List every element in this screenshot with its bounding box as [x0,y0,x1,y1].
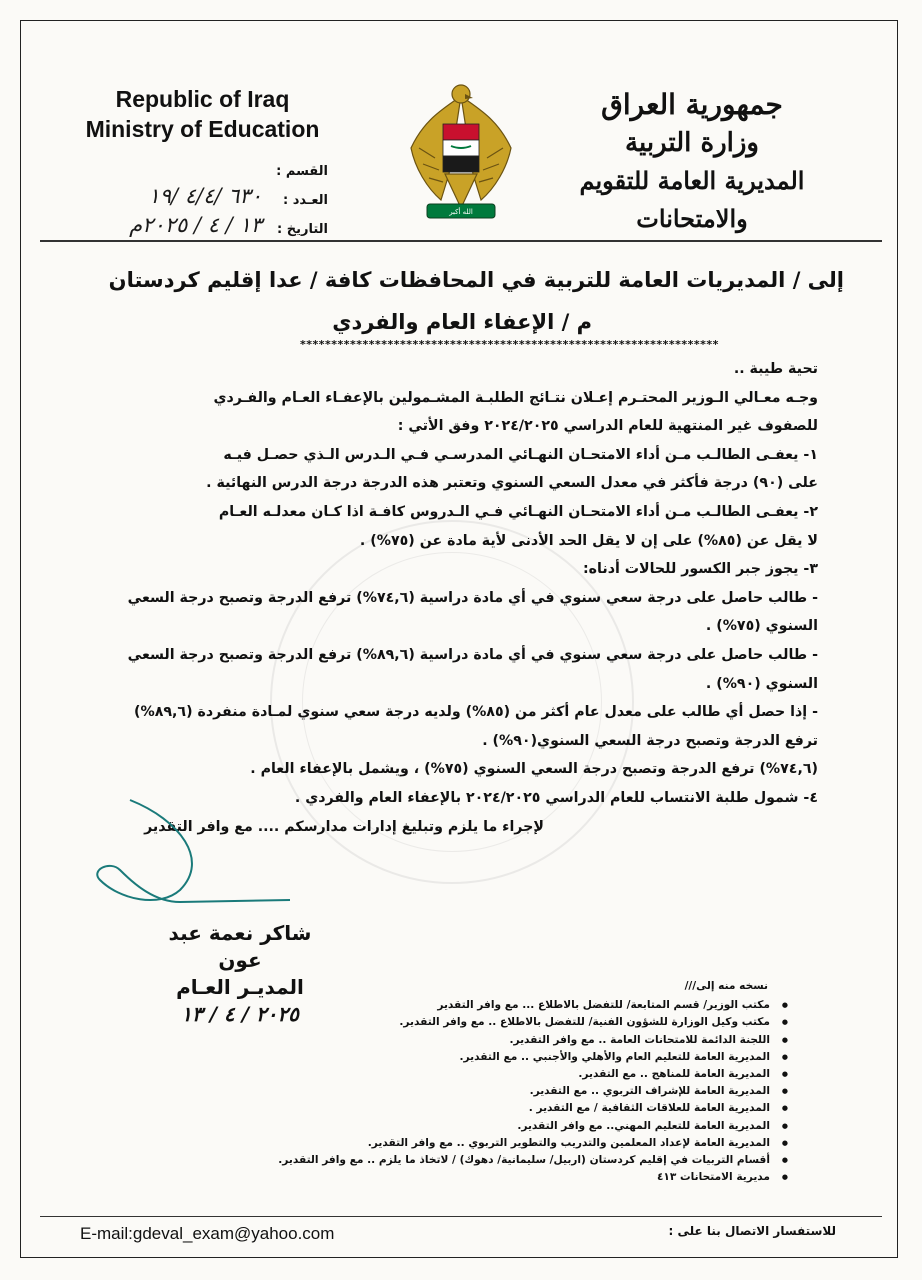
arabic-country: جمهورية العراق [601,88,783,121]
number-row [88,179,328,208]
copy-item: ● اللجنة الدائمة للامتحانات العامة .. مع وافر التقدير. [312,1032,782,1049]
copy-item: ● أقسام التربيات في إقليم كردستان (اربيل/ سليمانية/ دهوك) / لاتخاذ ما يلزم .. مع وافر التقدير. [312,1152,782,1169]
copy-item: ● المديرية العامة للعلاقات الثقافية / مع التقدير . [312,1100,782,1117]
copies-items [278,997,812,1186]
iraq-coat-of-arms-icon [405,78,517,228]
case-2-line-1: - طالب حاصل على درجة سعي سنوي في أي مادة دراسية (٨٩,٦%) ترفع الدرجة وتصبح درجة السعي [127,646,818,663]
arabic-directorate: المديرية العامة للتقويم والامتحانات [579,166,805,233]
copy-item: ● المديرية العامة للتعليم العام والأهلي والأجنبي .. مع التقدير. [312,1049,782,1066]
english-letterhead [70,84,335,144]
intro-line-2: للصفوف غير المنتهية للعام الدراسي ٢٠٢٤/٢٠٢٥ وفق الأتي : [397,418,818,435]
letter-body [110,355,818,841]
footer-contact-label: للاستفسار الاتصال بنا على : [668,1224,836,1238]
footer-email: E-mail:gdeval_exam@yahoo.com [80,1224,335,1243]
copies-list [278,978,812,1186]
signatory-name: شاكر نعمة عبد عون [168,921,312,972]
signature-block [150,920,330,1028]
dept-label: القسم : [276,164,328,179]
intro-line-1: وجـه معـالي الـوزير المحتـرم إعـلان نتـائج الطلبـة المشـمولين بالإعفـاء العـام والفـردي [213,389,818,406]
closing-line: لإجراء ما يلزم وتبليغ إدارات مدارسكم .... مع وافر التقدير [144,818,544,835]
signature-date: ٢٠٢٥ / ٤ / ١٣ [181,1002,299,1026]
greeting: تحية طيبة .. [733,361,818,377]
copy-item: ● مكتب الوزير/ قسم المتابعة/ للتفضل بالاطلاع ... مع وافر التقدير [312,997,782,1014]
item-1-line-1: ١- يعفـى الطالـب مـن أداء الامتحـان النهـائي المدرسـي فـي الـدرس الـذي حصـل فيـه [223,446,818,463]
english-ministry: Ministry of Education [85,116,320,142]
case-3-line-2: ترفع الدرجة وتصبح درجة السعي السنوي(٩٠%) . [482,732,818,749]
copies-title: نسخه منه إلى/// [684,980,768,992]
copy-item: ● مكتب وكيل الوزارة للشؤون الفنية/ للتفضل بالاطلاع .. مع وافر التقدير. [312,1014,782,1031]
copy-item: ● مديرية الامتحانات ٤١٣ [312,1169,782,1186]
number-label: العـدد : [282,193,328,208]
date-row [88,208,328,237]
date-value: ١٣ / ٤ / ٢٠٢٥م [129,213,262,237]
arabic-letterhead [542,86,842,238]
copy-item: ● المديرية العامة للتعليم المهني.. مع وافر التقدير. [312,1118,782,1135]
case-3-line-3: (٧٤,٦%) ترفع الدرجة وتصبح درجة السعي السنوي (٧٥%) ، ويشمل بالإعفاء العام . [250,761,818,778]
copy-item: ● المديرية العامة لإعداد المعلمين والتدريب والتطوير التربوي .. مع وافر التقدير. [312,1135,782,1152]
case-1-line-2: السنوي (٧٥%) . [705,618,818,635]
header-divider [40,240,882,242]
signatory-title: المديـر العـام [176,975,304,999]
date-label: التاريخ : [277,222,328,237]
footer-divider [40,1216,882,1217]
arabic-ministry: وزارة التربية [625,128,759,158]
star-separator: ******************************************************************* [300,338,719,351]
item-3: ٣- يجوز جبر الكسور للحالات أدناه: [583,561,818,578]
emblem-scroll-text: الله أكبر [449,208,473,216]
copy-item: ● المديرية العامة للإشراف التربوي .. مع التقدير. [312,1083,782,1100]
reference-block [88,150,328,237]
subject-line: م / الإعفاء العام والفردي [332,310,592,334]
number-value: ٦٣٠ /٤/٤ /١٩ [148,184,262,208]
item-4: ٤- شمول طلبة الانتساب للعام الدراسي ٢٠٢٤/٢٠٢٥ بالإعفاء العام والفردي . [294,789,818,806]
dept-row [88,150,328,179]
signature-scribble-icon [60,790,300,920]
copy-item: ● المديرية العامة للمناهج .. مع التقدير. [312,1066,782,1083]
item-2-line-2: لا يقل عن (٨٥%) على إن لا يقل الحد الأدنى لأية مادة عن (٧٥%) . [359,532,818,549]
item-2-line-1: ٢- يعفـى الطالـب مـن أداء الامتحـان النهـائي فـي الـدروس كافـة اذا كـان معدلـه العـام [218,503,818,520]
english-country: Republic of Iraq [115,86,290,112]
case-1-line-1: - طالب حاصل على درجة سعي سنوي في أي مادة دراسية (٧٤,٦%) ترفع الدرجة وتصبح درجة السعي [127,589,818,606]
case-2-line-2: السنوي (٩٠%) . [705,675,818,692]
addressee: إلى / المديريات العامة للتربية في المحافظات كافة / عدا إقليم كردستان [108,268,844,292]
item-1-line-2: على (٩٠) درجة فأكثر في معدل السعي السنوي وتعتبر هذه الدرجة درجة الدرس النهائية . [206,475,818,492]
case-3-line-1: - إذا حصل أي طالب على معدل عام أكثر من (٨٥%) ولديه درجة سعي سنوي لمـادة منفردة (٨٩,٦%) [134,704,818,721]
